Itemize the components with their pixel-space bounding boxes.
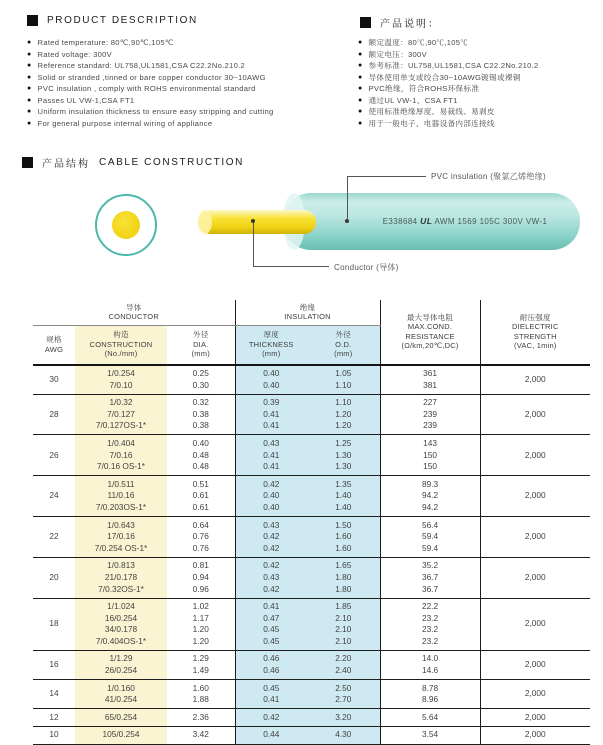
awg-cell: 26 [33, 435, 75, 476]
ul-logo: UL [420, 216, 433, 226]
od-cell: 1.85 2.10 2.10 2.10 [307, 598, 380, 650]
dia-cell: 0.25 0.30 [167, 365, 235, 395]
dia-cell: 2.36 [167, 709, 235, 727]
bullet-item [27, 95, 352, 107]
od-cell: 3.20 [307, 709, 380, 727]
strength-cell: 2,000 [480, 709, 590, 727]
construction-cell: 1/0.643 17/0.16 7/0.254 OS-1* [75, 517, 167, 558]
table-row [33, 557, 590, 598]
bullet-icon: ● [358, 62, 363, 69]
awg-cell: 18 [33, 598, 75, 650]
bullet-text: 通过UL VW-1、CSA FT1 [368, 95, 458, 105]
bullet-icon: ● [27, 62, 32, 69]
section-square-icon [360, 17, 371, 28]
construction-cell: 1/0.813 21/0.178 7/0.32OS-1* [75, 557, 167, 598]
table-row [33, 709, 590, 727]
bullet-item [27, 72, 352, 84]
strength-cell: 2,000 [480, 365, 590, 395]
thickness-cell: 0.42 0.43 0.42 [235, 557, 307, 598]
awg-cell: 28 [33, 394, 75, 435]
table-row [33, 650, 590, 679]
table-row [33, 365, 590, 395]
od-cell: 2.20 2.40 [307, 650, 380, 679]
bullet-text: 额定电压：300V [368, 49, 427, 59]
bullet-item [27, 37, 352, 49]
awg-cell: 14 [33, 680, 75, 709]
insulation-group-header [235, 300, 380, 325]
bullet-item [27, 49, 352, 61]
construction-cell: 1/0.254 7/0.10 [75, 365, 167, 395]
dia-cell: 0.51 0.61 0.61 [167, 476, 235, 517]
bullet-icon: ● [358, 119, 363, 127]
resistance-cell: 14.0 14.6 [380, 650, 480, 679]
thickness-cell: 0.44 [235, 726, 307, 744]
table-row [33, 598, 590, 650]
strength-cell: 2,000 [480, 726, 590, 744]
thickness-cell: 0.39 0.41 0.41 [235, 394, 307, 435]
resistance-cell: 361 381 [380, 365, 480, 395]
conductor-group-header [33, 300, 235, 325]
table-row [33, 476, 590, 517]
bullet-icon: ● [27, 108, 32, 115]
resistance-column-header: 最大导体电阻 MAX.COND. RESISTANCE (Ω/km,20℃,DC) [380, 300, 480, 365]
dia-cell: 1.60 1.88 [167, 680, 235, 709]
bullet-text: PVC绝缘，符合ROHS环保标准 [368, 84, 480, 93]
bullet-icon: ● [358, 96, 363, 104]
spec-table [33, 300, 590, 745]
cable-print-cert: E338684 [382, 217, 418, 226]
awg-cell: 10 [33, 726, 75, 744]
strength-cell: 2,000 [480, 394, 590, 435]
bullet-item [27, 60, 352, 72]
product-description-title-text: PRODUCT DESCRIPTION [47, 15, 198, 26]
strength-cell: 2,000 [480, 557, 590, 598]
bullet-icon: ● [358, 85, 363, 92]
od-cell: 1.50 1.60 1.60 [307, 517, 380, 558]
bullet-text: For general purpose internal wiring of appliance [37, 118, 213, 128]
strength-cell: 2,000 [480, 517, 590, 558]
construction-cell: 65/0.254 [75, 709, 167, 727]
dia-cell: 3.42 [167, 726, 235, 744]
od-cell: 1.05 1.10 [307, 365, 380, 395]
bullet-text: 导体使用单支或绞合30~10AWG镀锡或裸铜 [368, 72, 521, 82]
insulation-group-zh: 绝缘 [299, 302, 316, 312]
conductor-label: Conductor (导体) [334, 263, 399, 272]
awg-cell: 20 [33, 557, 75, 598]
bullet-text: 用于一般电子、电器设备内部连接线 [368, 118, 495, 128]
bullet-item [358, 49, 603, 61]
dia-column-header: 外径 DIA. (mm) [167, 325, 235, 365]
strength-column-header: 耐压强度 DIELECTRIC STRENGTH (VAC, 1min) [480, 300, 590, 365]
cable-conductor-cut-face [198, 210, 212, 234]
construction-cell: 1/0.511 11/0.16 7/0.203OS-1* [75, 476, 167, 517]
awg-cell: 16 [33, 650, 75, 679]
cable-construction-title [22, 155, 244, 170]
bullet-text: Passes UL VW-1,CSA FT1 [37, 95, 135, 105]
conductor-leader-hline [253, 266, 329, 267]
thickness-cell: 0.42 [235, 709, 307, 727]
od-cell: 1.65 1.80 1.80 [307, 557, 380, 598]
awg-cell: 30 [33, 365, 75, 395]
thickness-cell: 0.42 0.40 0.40 [235, 476, 307, 517]
table-row [33, 394, 590, 435]
cable-conductor-bar [198, 210, 316, 234]
resistance-cell: 8.78 8.96 [380, 680, 480, 709]
resistance-cell: 5.64 [380, 709, 480, 727]
bullet-icon: ● [358, 73, 363, 81]
bullet-icon: ● [27, 73, 32, 81]
strength-cell: 2,000 [480, 476, 590, 517]
bullet-icon: ● [27, 119, 32, 127]
construction-cell: 1/0.404 7/0.16 7/0.16 OS-1* [75, 435, 167, 476]
section-square-icon [22, 157, 33, 168]
cable-print-legend [352, 216, 578, 226]
od-cell: 1.25 1.30 1.30 [307, 435, 380, 476]
thickness-column-header: 厚度 THICKNESS (mm) [235, 325, 307, 365]
thickness-cell: 0.46 0.46 [235, 650, 307, 679]
bullet-icon: ● [358, 50, 363, 58]
bullet-item [358, 37, 603, 49]
table-row [33, 517, 590, 558]
construction-column-header: 构造 CONSTRUCTION (No./mm) [75, 325, 167, 365]
thickness-cell: 0.43 0.41 0.41 [235, 435, 307, 476]
resistance-cell: 22.2 23.2 23.2 23.2 [380, 598, 480, 650]
od-cell: 1.10 1.20 1.20 [307, 394, 380, 435]
bullet-item [27, 106, 352, 118]
strength-cell: 2,000 [480, 680, 590, 709]
cable-construction-title-zh: 产品结构 [42, 159, 90, 170]
table-row [33, 726, 590, 744]
bullet-text: Rated temperature: 80℃,90℃,105℃ [37, 38, 174, 47]
bullet-text: PVC insulation , comply with ROHS environmental standard [37, 84, 256, 93]
bullet-item [358, 118, 603, 130]
insulation-group-en: INSULATION [284, 312, 331, 322]
bullet-text: 额定温度：80℃,90℃,105℃ [368, 38, 469, 47]
bullet-icon: ● [27, 50, 32, 58]
section-square-icon [27, 15, 38, 26]
bullet-icon: ● [358, 108, 363, 115]
bullet-icon: ● [27, 96, 32, 104]
bullet-item [358, 72, 603, 84]
spec-table-body [33, 365, 590, 745]
resistance-cell: 56.4 59.4 59.4 [380, 517, 480, 558]
bullet-item [358, 60, 603, 72]
bullet-item [358, 95, 603, 107]
table-row [33, 680, 590, 709]
product-description-zh-title [360, 15, 440, 30]
table-row [33, 435, 590, 476]
od-cell: 4.30 [307, 726, 380, 744]
bullet-text: Uniform insulation thickness to ensure easy stripping and cutting [37, 107, 274, 116]
resistance-cell: 35.2 36.7 36.7 [380, 557, 480, 598]
thickness-cell: 0.45 0.41 [235, 680, 307, 709]
construction-cell: 1/0.160 41/0.254 [75, 680, 167, 709]
bullet-icon: ● [27, 85, 32, 92]
strength-cell: 2,000 [480, 435, 590, 476]
bullet-text: 使用标准绝缘厚度、易裁线、易剥皮 [368, 107, 495, 116]
bullet-item [27, 118, 352, 130]
bullet-text: Reference standard: UL758,UL1581,CSA C22.2No.210.2 [37, 61, 246, 70]
bullet-icon: ● [358, 39, 363, 46]
strength-cell: 2,000 [480, 598, 590, 650]
cable-print-spec: AWM 1569 105C 300V VW-1 [434, 217, 548, 226]
dia-cell: 0.32 0.38 0.38 [167, 394, 235, 435]
insulation-label: PVC insulation (聚氯乙烯绝缘) [431, 172, 546, 181]
thickness-cell: 0.40 0.40 [235, 365, 307, 395]
product-description-zh-list [358, 37, 603, 143]
bullet-text: Rated voltage: 300V [37, 49, 113, 59]
cross-section-conductor [112, 211, 140, 239]
bullet-text: 参考标准：UL758,UL1581,CSA C22.2No.210.2 [368, 61, 539, 70]
awg-cell: 22 [33, 517, 75, 558]
dia-cell: 1.02 1.17 1.20 1.20 [167, 598, 235, 650]
construction-cell: 105/0.254 [75, 726, 167, 744]
cable-construction-title-en: CABLE CONSTRUCTION [99, 157, 244, 168]
dia-cell: 1.29 1.49 [167, 650, 235, 679]
resistance-cell: 227 239 239 [380, 394, 480, 435]
construction-cell: 1/1.024 16/0.254 34/0.178 7/0.404OS-1* [75, 598, 167, 650]
construction-cell: 1/0.32 7/0.127 7/0.127OS-1* [75, 394, 167, 435]
resistance-cell: 143 150 150 [380, 435, 480, 476]
conductor-group-zh: 导体 [126, 302, 142, 312]
insulation-leader-vline [347, 176, 348, 221]
bullet-icon: ● [27, 39, 32, 46]
resistance-cell: 3.54 [380, 726, 480, 744]
product-description-list [27, 37, 352, 143]
od-cell: 1.35 1.40 1.40 [307, 476, 380, 517]
bullet-item [27, 83, 352, 95]
awg-cell: 24 [33, 476, 75, 517]
bullet-text: Solid or stranded ,tinned or bare copper conductor 30~10AWG [37, 72, 266, 82]
od-cell: 2.50 2.70 [307, 680, 380, 709]
bullet-item [358, 83, 603, 95]
dia-cell: 0.40 0.48 0.48 [167, 435, 235, 476]
dia-cell: 0.81 0.94 0.96 [167, 557, 235, 598]
thickness-cell: 0.41 0.47 0.45 0.45 [235, 598, 307, 650]
construction-cell: 1/1.29 26/0.254 [75, 650, 167, 679]
od-column-header: 外径 O.D. (mm) [307, 325, 380, 365]
product-description-zh-title-text: 产品说明： [380, 19, 440, 30]
insulation-leader-hline [347, 176, 426, 177]
conductor-group-en: CONDUCTOR [108, 312, 159, 322]
awg-cell: 12 [33, 709, 75, 727]
conductor-leader-vline [253, 223, 254, 267]
dia-cell: 0.64 0.76 0.76 [167, 517, 235, 558]
bullet-item [358, 106, 603, 118]
awg-column-header: 规格 AWG [33, 325, 75, 365]
strength-cell: 2,000 [480, 650, 590, 679]
thickness-cell: 0.43 0.42 0.42 [235, 517, 307, 558]
product-description-title [27, 15, 198, 26]
resistance-cell: 89.3 94.2 94.2 [380, 476, 480, 517]
